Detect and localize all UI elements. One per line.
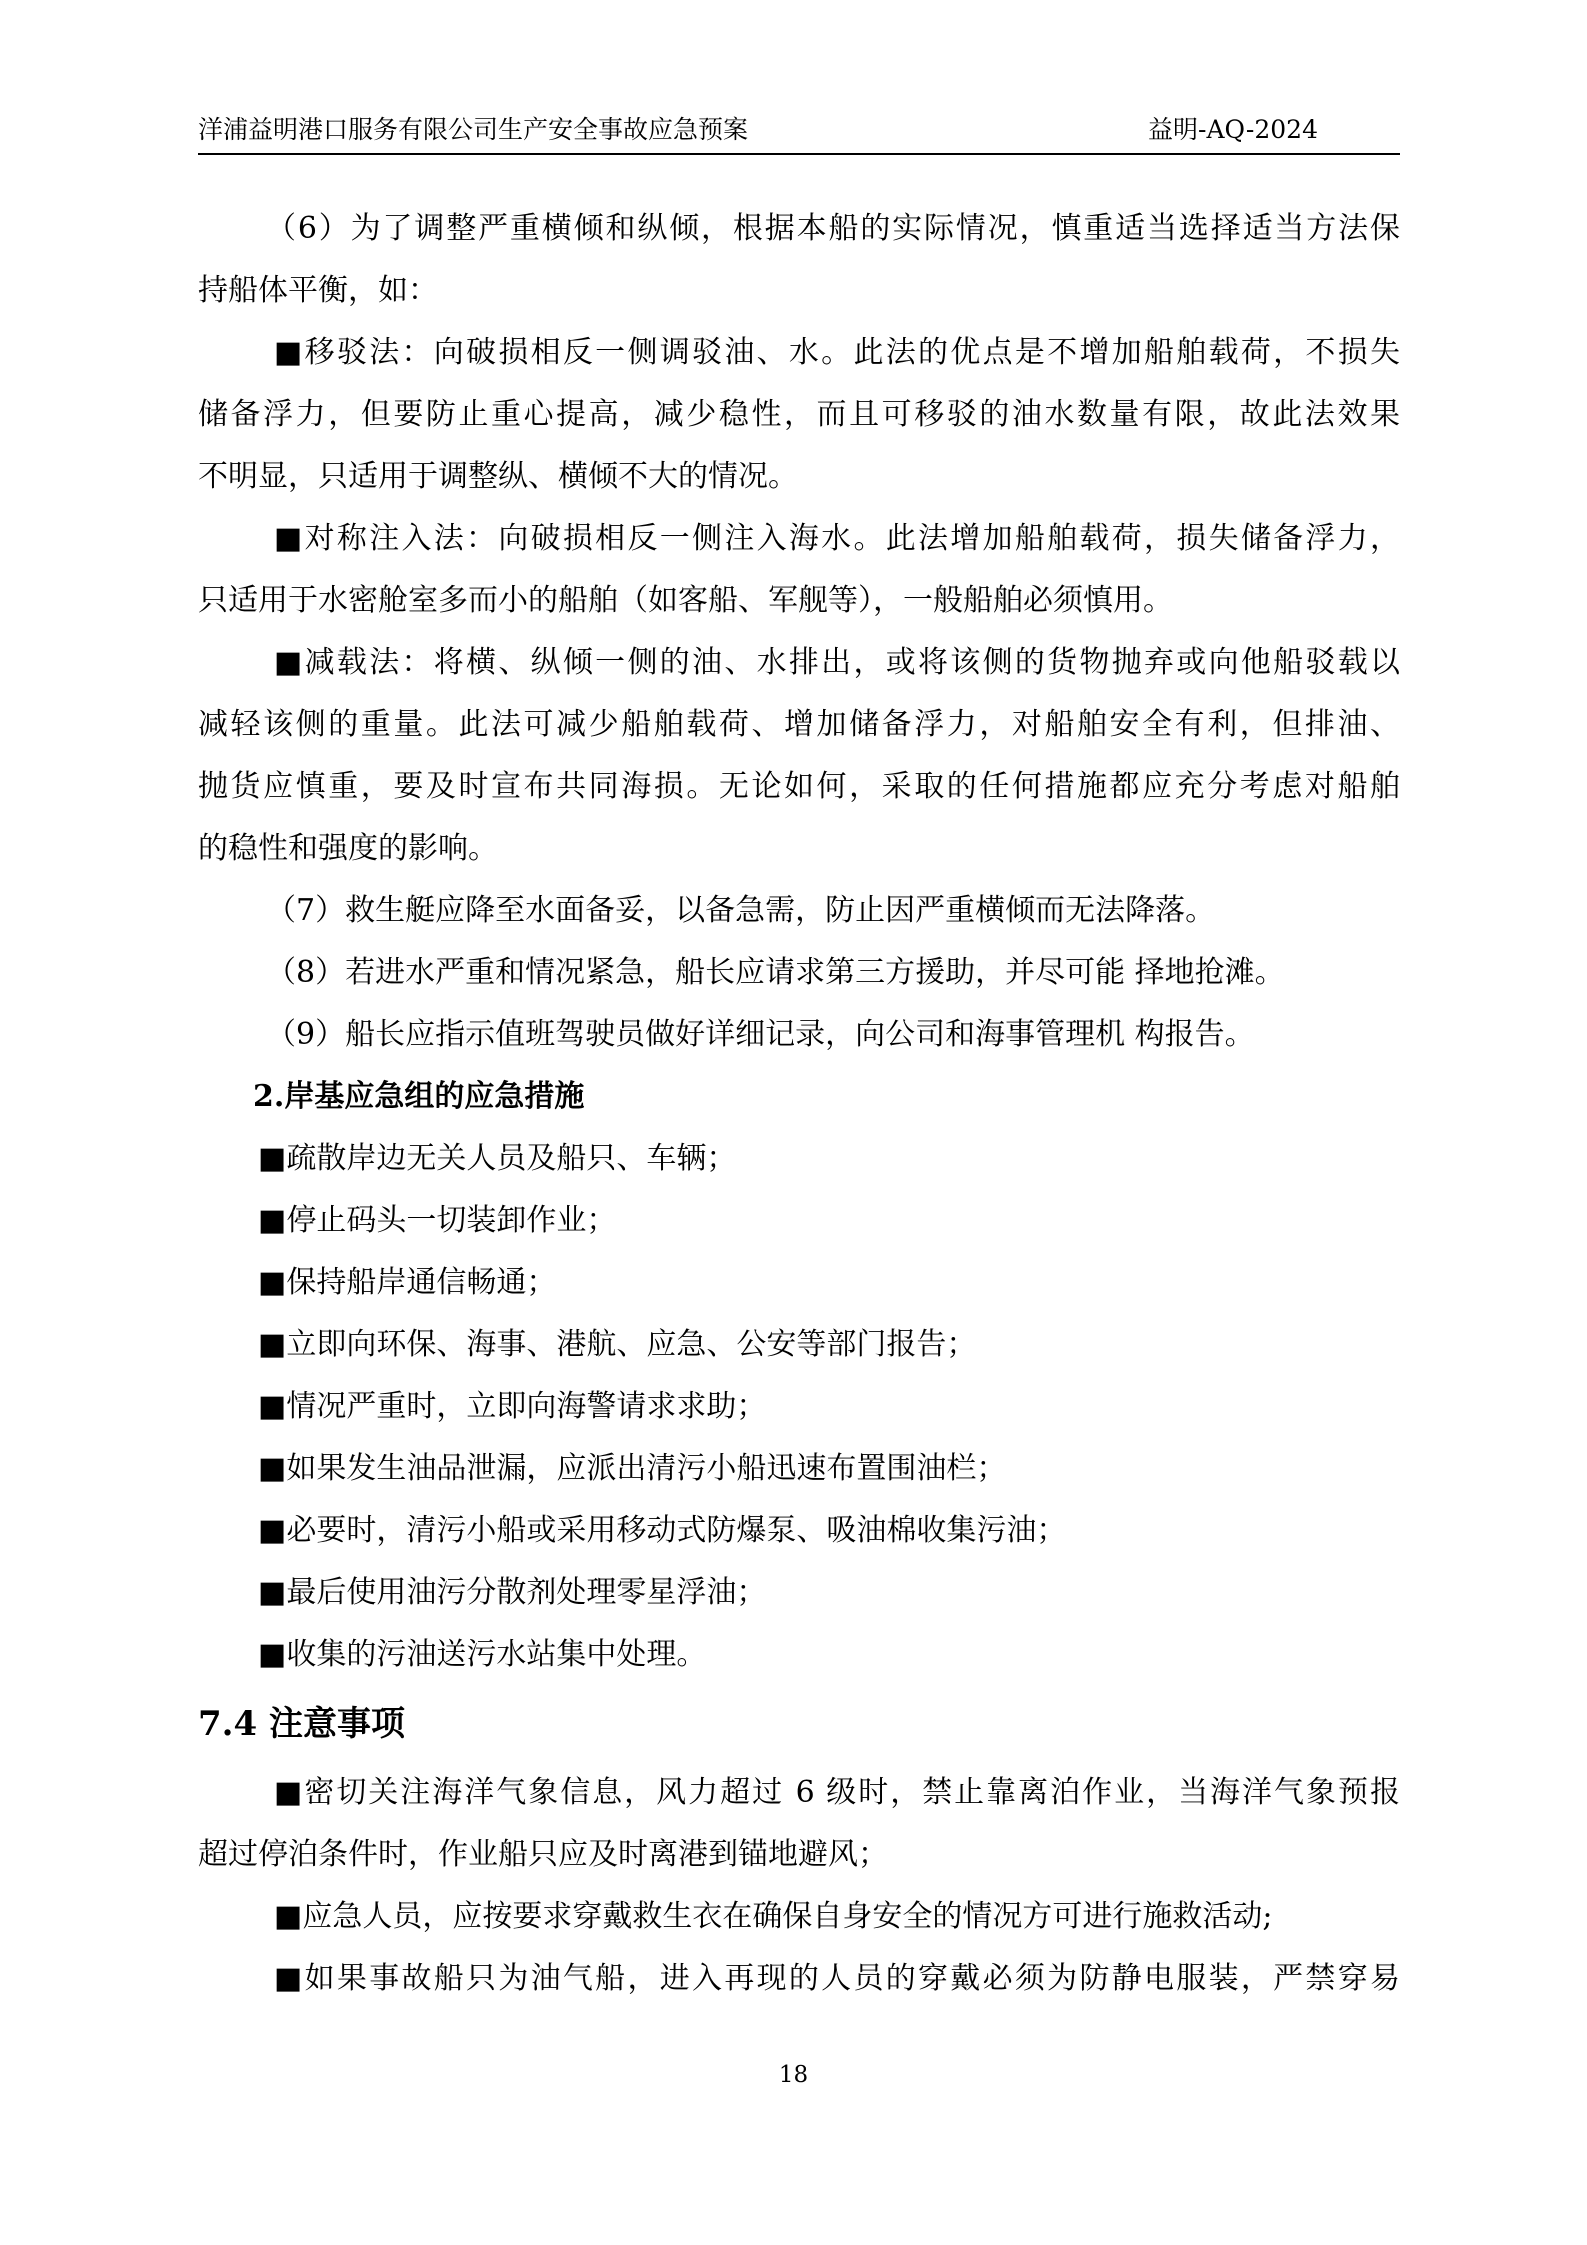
method-symmetric-line-2: 只适用于水密舱室多而小的船舶（如客船、军舰等），一般船舶必须慎用。 (198, 583, 1173, 618)
paragraph-6-line-1: （6）为了调整严重横倾和纵倾，根据本船的实际情况，慎重适当选择适当方法保 (266, 211, 1400, 246)
method-symmetric-line-1: ■对称注入法：向破损相反一侧注入海水。此法增加船舶载荷，损失储备浮力， (274, 521, 1400, 556)
shore-measure-item: ■停止码头一切装卸作业； (258, 1203, 617, 1238)
page-number: 18 (778, 2062, 809, 2088)
shore-measure-item: ■疏散岸边无关人员及船只、车辆； (258, 1141, 737, 1176)
note-3: ■如果事故船只为油气船，进入再现的人员的穿戴必须为防静电服装，严禁穿易 (274, 1961, 1400, 1996)
method-reduce-line-4: 的稳性和强度的影响。 (198, 831, 498, 866)
shore-team-heading: 2.岸基应急组的应急措施 (253, 1079, 585, 1114)
section-7-4-heading: 7.4 注意事项 (198, 1704, 405, 1744)
page-header (198, 108, 1398, 152)
method-reduce-line-1: ■减载法：将横、纵倾一侧的油、水排出，或将该侧的货物抛弃或向他船驳载以 (274, 645, 1400, 680)
note-1-line-2: 超过停泊条件时，作业船只应及时离港到锚地避风； (198, 1837, 888, 1872)
document-title: 洋浦益明港口服务有限公司生产安全事故应急预案 (198, 115, 749, 144)
page-content (198, 198, 1400, 2010)
header-rule (198, 153, 1400, 155)
paragraph-6-line-2: 持船体平衡，如： (198, 273, 438, 308)
shore-measure-item: ■情况严重时，立即向海警请求求助； (258, 1389, 767, 1424)
method-shift-line-3: 不明显，只适用于调整纵、横倾不大的情况。 (198, 459, 798, 494)
paragraph-8: （8）若进水严重和情况紧急，船长应请求第三方援助，并尽可能 择地抢滩。 (266, 955, 1285, 990)
method-reduce-line-2: 减轻该侧的重量。此法可减少船舶载荷、增加储备浮力，对船舶安全有利，但排油、 (198, 707, 1400, 742)
note-1-line-1: ■密切关注海洋气象信息，风力超过 6 级时，禁止靠离泊作业，当海洋气象预报 (274, 1775, 1400, 1810)
method-shift-line-2: 储备浮力，但要防止重心提高，减少稳性，而且可移驳的油水数量有限，故此法效果 (198, 397, 1400, 432)
method-reduce-line-3: 抛货应慎重，要及时宣布共同海损。无论如何，采取的任何措施都应充分考虑对船舶 (198, 769, 1400, 804)
note-2: ■应急人员，应按要求穿戴救生衣在确保自身安全的情况方可进行施救活动; (274, 1899, 1273, 1934)
paragraph-7: （7）救生艇应降至水面备妥，以备急需，防止因严重横倾而无法降落。 (266, 893, 1216, 928)
method-shift-line-1: ■移驳法：向破损相反一侧调驳油、水。此法的优点是不增加船舶载荷，不损失 (274, 335, 1400, 370)
paragraph-9: （9）船长应指示值班驾驶员做好详细记录，向公司和海事管理机 构报告。 (266, 1017, 1255, 1052)
shore-measure-item: ■保持船岸通信畅通； (258, 1265, 557, 1300)
shore-measure-item: ■必要时，清污小船或采用移动式防爆泵、吸油棉收集污油； (258, 1513, 1067, 1548)
document-code: 益明-AQ-2024 (1148, 115, 1318, 144)
shore-measure-item: ■最后使用油污分散剂处理零星浮油； (258, 1575, 767, 1610)
shore-measure-item: ■立即向环保、海事、港航、应急、公安等部门报告； (258, 1327, 977, 1362)
shore-measure-item: ■如果发生油品泄漏，应派出清污小船迅速布置围油栏； (258, 1451, 1007, 1486)
shore-measure-item: ■收集的污油送污水站集中处理。 (258, 1637, 707, 1672)
